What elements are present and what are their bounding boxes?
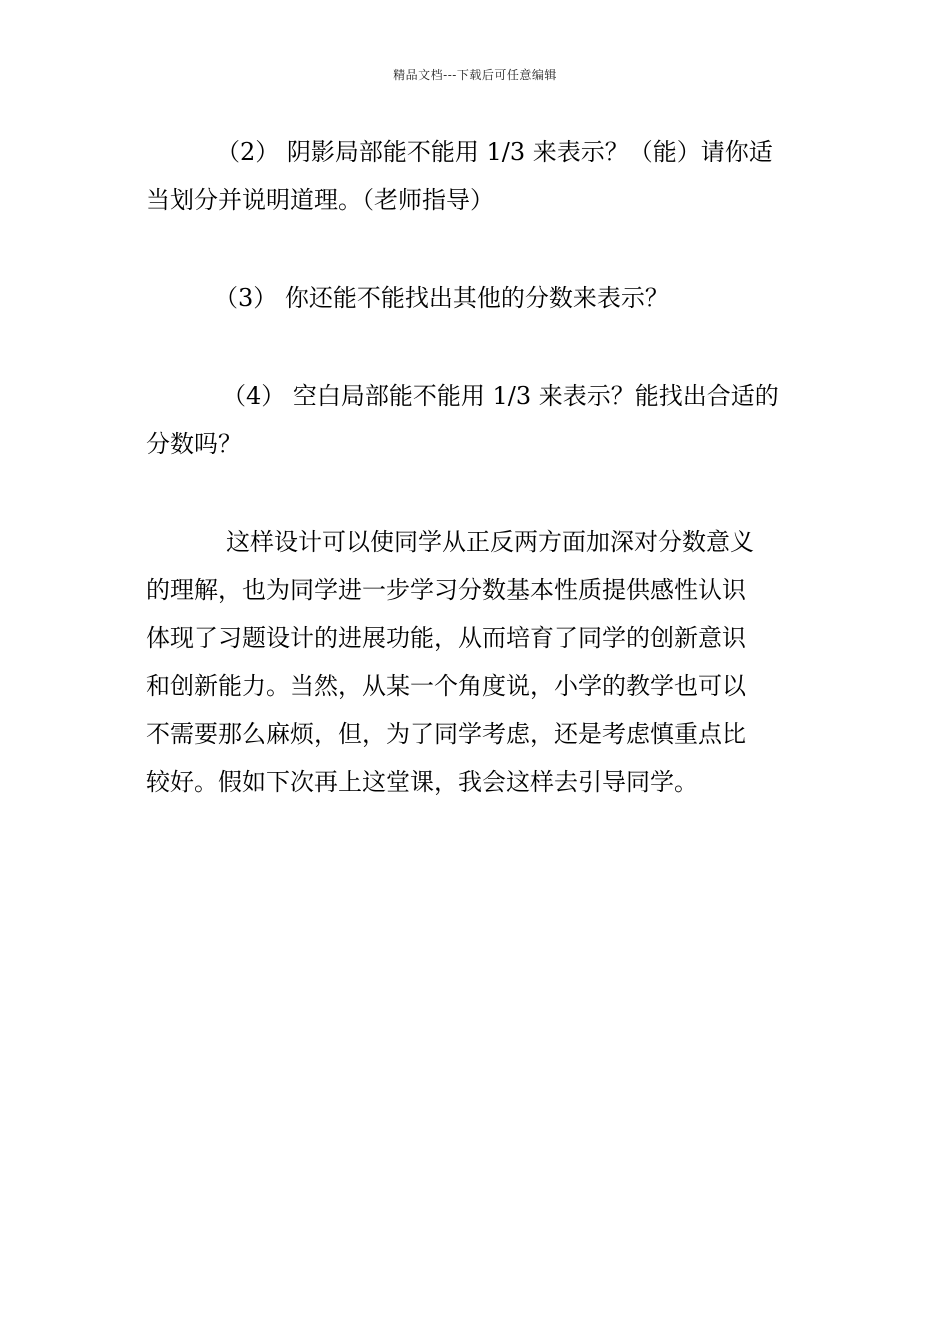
question-4-paragraph xyxy=(146,372,806,468)
question-2-paragraph xyxy=(146,128,806,224)
text-line: （3） 你还能不能找出其他的分数来表示？ xyxy=(214,284,669,312)
text-line: 的理解，也为同学进一步学习分数基本性质提供感性认识 xyxy=(146,576,746,604)
document-body xyxy=(146,128,806,806)
text-line: （4） 空白局部能不能用 1/3 来表示？能找出合适的 xyxy=(222,382,779,410)
text-line: 这样设计可以使同学从正反两方面加深对分数意义 xyxy=(226,528,754,556)
page-header: 精品文档---下载后可任意编辑 xyxy=(393,68,557,82)
reflection-paragraph xyxy=(146,518,806,806)
text-line: 体现了习题设计的进展功能，从而培育了同学的创新意识 xyxy=(146,624,746,652)
text-line: 当划分并说明道理。（老师指导） xyxy=(146,186,494,214)
text-line: 较好。假如下次再上这堂课，我会这样去引导同学。 xyxy=(146,768,698,796)
question-3-paragraph xyxy=(146,274,806,322)
text-line: 分数吗？ xyxy=(146,430,242,458)
text-line: （2） 阴影局部能不能用 1/3 来表示？（能）请你适 xyxy=(216,138,773,166)
text-line: 不需要那么麻烦，但，为了同学考虑，还是考虑慎重点比 xyxy=(146,720,746,748)
text-line: 和创新能力。当然，从某一个角度说，小学的教学也可以 xyxy=(146,672,746,700)
